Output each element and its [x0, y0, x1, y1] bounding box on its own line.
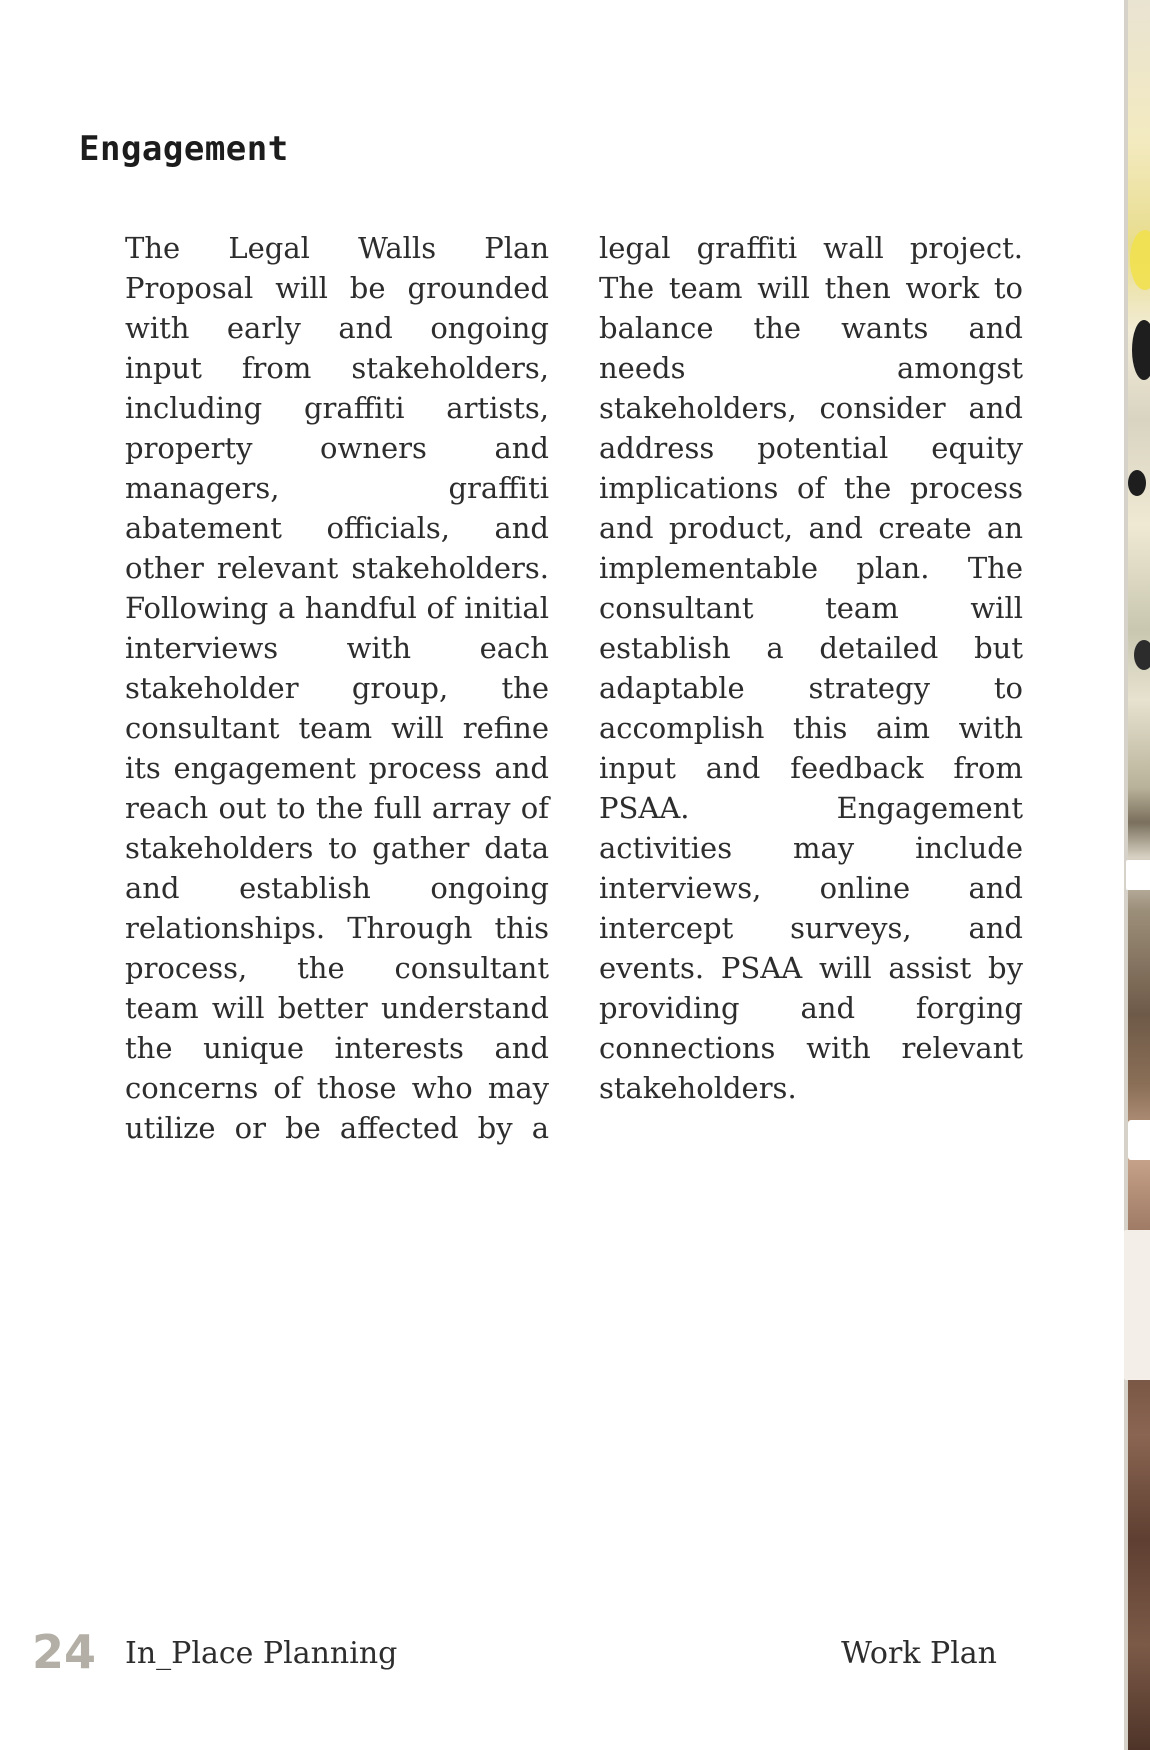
photo-paint-splash	[1134, 640, 1150, 670]
photo-sticky-note	[1126, 860, 1150, 890]
footer-chapter: Work Plan	[841, 1636, 997, 1671]
photo-paint-splash	[1130, 230, 1150, 290]
page-number: 24	[32, 1625, 97, 1679]
graffiti-photo-edge	[1124, 0, 1150, 1750]
photo-paint-splash	[1128, 470, 1146, 496]
footer-organization: In_Place Planning	[125, 1636, 398, 1671]
photo-sticky-note	[1128, 1120, 1150, 1160]
photo-sticky-note	[1124, 1230, 1150, 1380]
section-heading: Engagement	[79, 129, 289, 169]
photo-paint-splash	[1132, 320, 1150, 380]
section-body: The Legal Walls Plan Proposal will be grounded with early and ongoing input from stakeholders, including graffiti artists, property owners and managers, graffiti abatement officials, and other relevant stakeholders. Following a handful of initial interviews with each stakeholder group, the consultant team will refine its engagement process and reach out to the full array of stakeholders to gather data and establish ongoing relationships. Through this process, the consultant team will better understand the unique interests and concerns of those who may utilize or be affected by a legal graffiti wall project. The team will then work to balance the wants and needs amongst stakeholders, consider and address potential equity implications of the process and product, and create an implementable plan. The consultant team will establish a detailed but adaptable strategy to accomplish this aim with input and feedback from PSAA. Engagement activities may include interviews, online and intercept surveys, and events. PSAA will assist by providing and forging connections with relevant stakeholders.	[125, 231, 1023, 1145]
